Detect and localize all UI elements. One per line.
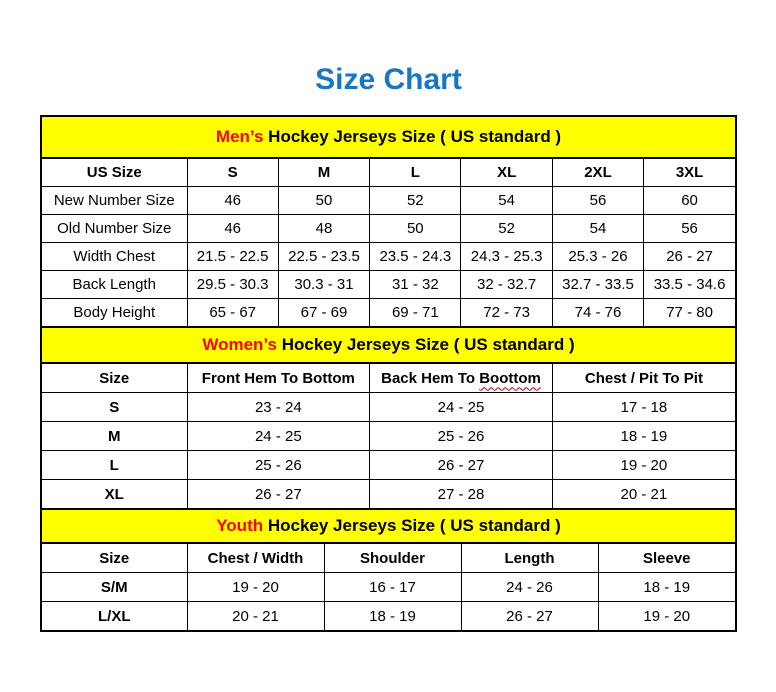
banner-text: Hockey Jerseys Size ( US standard ) <box>263 127 562 146</box>
size-value-cell: 54 <box>461 187 552 215</box>
banner-text: Hockey Jerseys Size ( US standard ) <box>276 335 575 354</box>
size-value-cell: 48 <box>278 215 369 243</box>
column-header-cell <box>278 159 369 187</box>
size-value-cell: 24 - 26 <box>461 573 598 602</box>
column-header-label: Sleeve <box>642 549 691 567</box>
size-value-cell: 23.5 - 24.3 <box>370 243 461 271</box>
column-header-label: L <box>410 164 420 181</box>
size-value-cell: 60 <box>644 187 735 215</box>
table-row <box>42 451 735 480</box>
size-value-cell: 18 - 19 <box>324 602 461 631</box>
size-value-cell: 54 <box>552 215 643 243</box>
column-header-cell <box>42 544 187 573</box>
row-label-cell: M <box>42 422 187 451</box>
size-value-cell: 23 - 24 <box>187 393 370 422</box>
row-label-cell: Width Chest <box>42 243 187 271</box>
column-header-label: US Size <box>86 164 142 181</box>
womens-section-banner <box>42 326 735 364</box>
size-value-cell: 26 - 27 <box>370 451 553 480</box>
size-value-cell: 19 - 20 <box>598 602 735 631</box>
row-label-cell: Body Height <box>42 299 187 327</box>
table-row <box>42 480 735 509</box>
size-value-cell: 18 - 19 <box>598 573 735 602</box>
size-value-cell: 72 - 73 <box>461 299 552 327</box>
size-value-cell: 46 <box>187 215 278 243</box>
size-value-cell: 31 - 32 <box>370 271 461 299</box>
column-header-label: Chest / Width <box>207 549 304 567</box>
column-header-cell <box>370 159 461 187</box>
size-value-cell: 52 <box>370 187 461 215</box>
table-row <box>42 602 735 631</box>
row-label-cell: S/M <box>42 573 187 602</box>
mens-size-table <box>42 159 735 326</box>
banner-highlight-word: Youth <box>216 516 264 535</box>
table-row <box>42 215 735 243</box>
table-row <box>42 393 735 422</box>
column-header-cell <box>42 364 187 393</box>
column-header-cell <box>187 364 370 393</box>
size-value-cell: 67 - 69 <box>278 299 369 327</box>
table-row <box>42 243 735 271</box>
womens-size-table <box>42 364 735 508</box>
size-value-cell: 50 <box>278 187 369 215</box>
column-header-cell <box>42 159 187 187</box>
size-value-cell: 19 - 20 <box>552 451 735 480</box>
size-value-cell: 52 <box>461 215 552 243</box>
column-header-cell <box>552 364 735 393</box>
banner-text: Hockey Jerseys Size ( US standard ) <box>263 516 561 535</box>
mens-section-banner <box>42 117 735 159</box>
size-value-cell: 25 - 26 <box>187 451 370 480</box>
column-header-cell <box>598 544 735 573</box>
row-label-cell: New Number Size <box>42 187 187 215</box>
size-value-cell: 25.3 - 26 <box>552 243 643 271</box>
size-value-cell: 26 - 27 <box>644 243 735 271</box>
column-header-cell <box>461 159 552 187</box>
table-row <box>42 299 735 327</box>
column-header-label: S <box>227 164 238 181</box>
row-label-cell: XL <box>42 480 187 509</box>
size-value-cell: 17 - 18 <box>552 393 735 422</box>
column-header-label: 3XL <box>675 164 704 181</box>
column-header-label: 2XL <box>584 164 612 181</box>
size-value-cell: 46 <box>187 187 278 215</box>
table-row <box>42 271 735 299</box>
misspelled-word-wavy-underline: Boottom <box>479 369 541 387</box>
column-header-label: Front Hem To Bottom <box>201 369 355 387</box>
table-header-row <box>42 544 735 573</box>
row-label-cell: Old Number Size <box>42 215 187 243</box>
size-value-cell: 26 - 27 <box>187 480 370 509</box>
youth-section-banner <box>42 508 735 544</box>
size-value-cell: 20 - 21 <box>552 480 735 509</box>
column-header-label: XL <box>497 164 517 181</box>
size-value-cell: 29.5 - 30.3 <box>187 271 278 299</box>
size-chart <box>40 115 737 632</box>
size-value-cell: 30.3 - 31 <box>278 271 369 299</box>
table-header-row <box>42 159 735 187</box>
table-row <box>42 187 735 215</box>
size-value-cell: 22.5 - 23.5 <box>278 243 369 271</box>
column-header-cell <box>552 159 643 187</box>
size-value-cell: 56 <box>552 187 643 215</box>
size-value-cell: 74 - 76 <box>552 299 643 327</box>
size-value-cell: 65 - 67 <box>187 299 278 327</box>
column-header-cell <box>187 544 324 573</box>
column-header-label: Chest / Pit To Pit <box>584 369 703 387</box>
size-value-cell: 27 - 28 <box>370 480 553 509</box>
size-value-cell: 32 - 32.7 <box>461 271 552 299</box>
size-value-cell: 18 - 19 <box>552 422 735 451</box>
size-value-cell: 32.7 - 33.5 <box>552 271 643 299</box>
row-label-cell: L <box>42 451 187 480</box>
size-value-cell: 24.3 - 25.3 <box>461 243 552 271</box>
row-label-cell: L/XL <box>42 602 187 631</box>
column-header-label: Length <box>504 549 555 567</box>
table-row <box>42 422 735 451</box>
row-label-cell: S <box>42 393 187 422</box>
column-header-label: Shoulder <box>359 549 425 567</box>
size-value-cell: 69 - 71 <box>370 299 461 327</box>
size-value-cell: 50 <box>370 215 461 243</box>
column-header-cell <box>187 159 278 187</box>
column-header-label: Size <box>99 549 130 567</box>
size-value-cell: 56 <box>644 215 735 243</box>
size-value-cell: 25 - 26 <box>370 422 553 451</box>
column-header-label: M <box>317 164 331 181</box>
size-value-cell: 16 - 17 <box>324 573 461 602</box>
size-value-cell: 24 - 25 <box>370 393 553 422</box>
column-header-label: Size <box>99 369 130 387</box>
size-value-cell: 24 - 25 <box>187 422 370 451</box>
size-value-cell: 77 - 80 <box>644 299 735 327</box>
size-value-cell: 19 - 20 <box>187 573 324 602</box>
youth-size-table <box>42 544 735 630</box>
column-header-cell <box>324 544 461 573</box>
column-header-label: Back Hem To <box>381 369 480 387</box>
banner-highlight-word: Men’s <box>215 127 264 146</box>
size-value-cell: 26 - 27 <box>461 602 598 631</box>
size-value-cell: 21.5 - 22.5 <box>187 243 278 271</box>
page-title: Size Chart <box>315 63 462 96</box>
size-value-cell: 20 - 21 <box>187 602 324 631</box>
table-header-row <box>42 364 735 393</box>
size-value-cell: 33.5 - 34.6 <box>644 271 735 299</box>
banner-highlight-word: Women’s <box>202 335 277 354</box>
table-row <box>42 573 735 602</box>
row-label-cell: Back Length <box>42 271 187 299</box>
column-header-cell <box>644 159 735 187</box>
column-header-cell <box>370 364 553 393</box>
column-header-cell <box>461 544 598 573</box>
